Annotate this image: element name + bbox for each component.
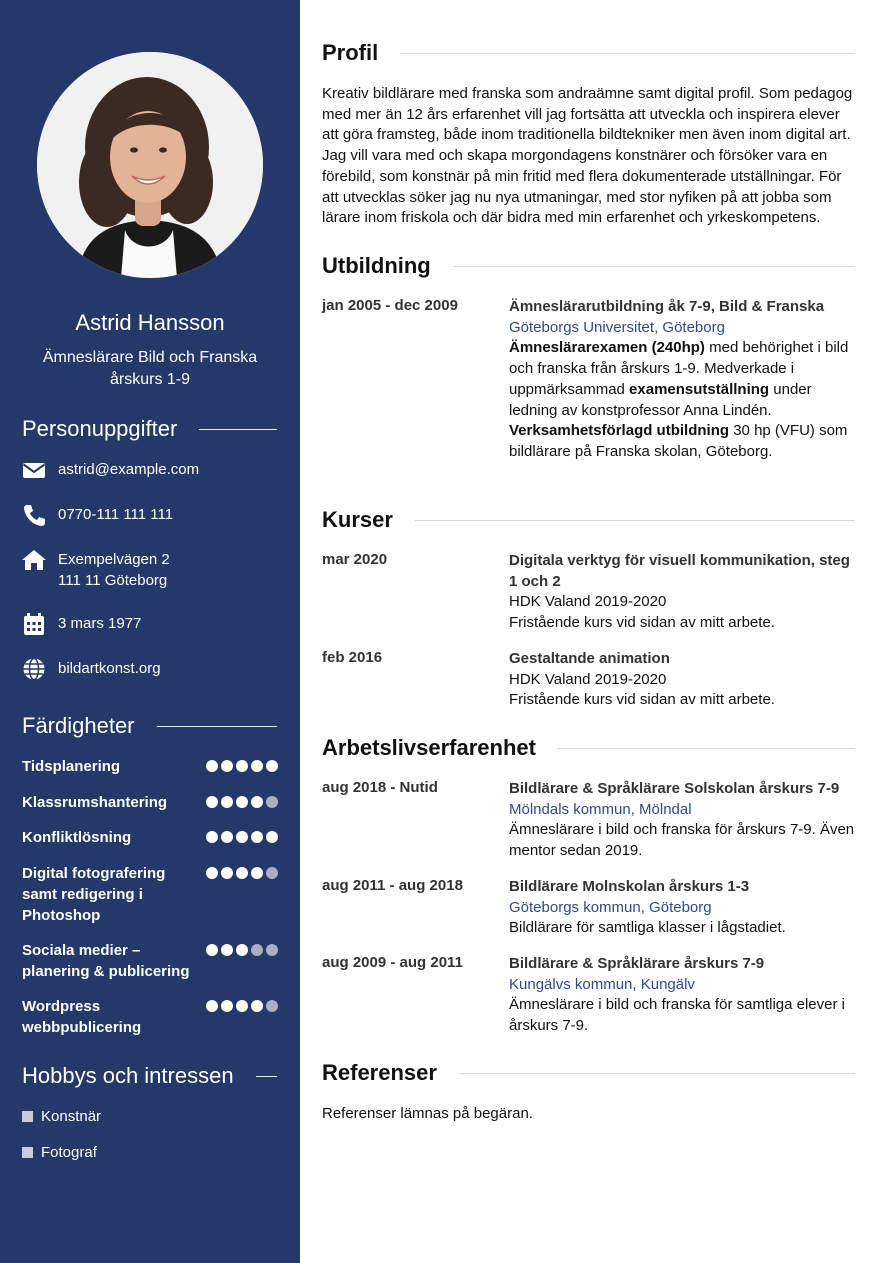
references-heading-text: Referenser bbox=[322, 1060, 437, 1085]
skill-row bbox=[22, 996, 278, 1038]
entry-body bbox=[509, 877, 857, 939]
calendar-icon bbox=[22, 613, 46, 635]
entry-date: jan 2005 - dec 2009 bbox=[322, 297, 458, 314]
heading-divider bbox=[256, 1076, 277, 1077]
rating-dot-filled bbox=[236, 1000, 248, 1012]
entry-description bbox=[509, 421, 857, 462]
rating-dot-filled bbox=[221, 867, 233, 879]
hobby-label: Konstnär bbox=[41, 1108, 102, 1125]
rating-dot-filled bbox=[206, 796, 218, 808]
profile-text: Kreativ bildlärare med franska som andraämne samt digital profil. Som pedagog med mer än 12 års erfarenhet vill jag fortsätta att utveckla och inspirera elever att göra framsteg, både inom traditionella bildtekniker men även inom digital art. Jag vill vara med och skapa morgondagens konstnärer och försöker vara en förebild, som konstnär på min fritid med flera dokumenterade utställningar. För att utvecklas söker jag nu nya utmaningar, med stor nyfiken på att jobba som lärare inom friskola och där bidra med min erfarenhet och yrkeskompetens. bbox=[322, 85, 853, 227]
skill-rating bbox=[206, 867, 278, 879]
rating-dot-empty bbox=[251, 944, 263, 956]
hobby-label: Fotograf bbox=[41, 1144, 97, 1161]
skill-label: Sociala medier – planering & publicering bbox=[22, 942, 190, 980]
entry-date: aug 2009 - aug 2011 bbox=[322, 954, 463, 971]
rating-dot-empty bbox=[266, 867, 278, 879]
entry-description: Fristående kurs vid sidan av mitt arbete. bbox=[509, 614, 775, 632]
desc-text: med behörighet i bild och franska från årskurs 1-9. Medverkade i uppmärksammad bbox=[509, 339, 849, 398]
courses-heading bbox=[322, 507, 855, 533]
skill-label: Tidsplanering bbox=[22, 758, 121, 775]
rating-dot-empty bbox=[266, 1000, 278, 1012]
skill-row bbox=[22, 792, 278, 813]
entry-title: Bildlärare & Språklärare årskurs 7-9 bbox=[509, 955, 765, 972]
heading-divider bbox=[415, 520, 855, 521]
skill-row bbox=[22, 756, 278, 777]
hobby-item bbox=[22, 1108, 101, 1125]
entry-date: aug 2018 - Nutid bbox=[322, 779, 438, 796]
entry-body bbox=[509, 954, 857, 1037]
home-icon bbox=[22, 549, 46, 571]
entry-date: aug 2011 - aug 2018 bbox=[322, 877, 463, 894]
birthdate-row bbox=[22, 613, 282, 635]
entry-title: Bildlärare & Språklärare Solskolan årskurs 7-9 bbox=[509, 780, 840, 797]
entry-organization: Mölndals kommun, Mölndal bbox=[509, 800, 692, 818]
rating-dot-filled bbox=[221, 760, 233, 772]
address-line-1: Exempelvägen 2 bbox=[58, 551, 170, 568]
rating-dot-filled bbox=[206, 944, 218, 956]
experience-heading bbox=[322, 735, 855, 761]
hobby-item bbox=[22, 1144, 97, 1161]
degree-bold: Ämneslärarexamen (240hp) bbox=[509, 339, 705, 357]
rating-dot-filled bbox=[251, 1000, 263, 1012]
skill-rating bbox=[206, 796, 278, 808]
portrait-image bbox=[37, 52, 263, 278]
rating-dot-filled bbox=[206, 867, 218, 879]
entry-description: Ämneslärare i bild och franska för samtliga elever i årskurs 7-9. bbox=[509, 996, 845, 1035]
skill-rating bbox=[206, 760, 278, 772]
personal-info-heading bbox=[22, 416, 277, 442]
rating-dot-filled bbox=[251, 831, 263, 843]
entry-title: Digitala verktyg för visuell kommunikation, steg 1 och 2 bbox=[509, 552, 850, 590]
person-role: Ämneslärare Bild och Franska årskurs 1-9 bbox=[42, 349, 258, 388]
entry-date: mar 2020 bbox=[322, 551, 388, 568]
personal-info-heading-text: Personuppgifter bbox=[22, 416, 178, 441]
entry-description: Fristående kurs vid sidan av mitt arbete. bbox=[509, 691, 775, 709]
rating-dot-empty bbox=[266, 944, 278, 956]
entry-description: Bildlärare för samtliga klasser i lågstadiet. bbox=[509, 919, 786, 937]
rating-dot-filled bbox=[251, 760, 263, 772]
rating-dot-filled bbox=[251, 796, 263, 808]
heading-divider bbox=[558, 748, 855, 749]
skills-heading bbox=[22, 713, 277, 739]
entry-organization: Göteborgs Universitet, Göteborg bbox=[509, 318, 725, 336]
entry-organization: Kungälvs kommun, Kungälv bbox=[509, 975, 695, 993]
rating-dot-filled bbox=[206, 760, 218, 772]
entry-description: Ämneslärare i bild och franska för årskurs 7-9. Även mentor sedan 2019. bbox=[509, 821, 855, 860]
entry-place: HDK Valand 2019-2020 bbox=[509, 670, 667, 688]
phone-text[interactable]: 0770-111 111 111 bbox=[58, 506, 174, 523]
rating-dot-filled bbox=[236, 867, 248, 879]
profile-photo bbox=[37, 52, 263, 278]
address-row bbox=[22, 549, 282, 591]
rating-dot-filled bbox=[221, 1000, 233, 1012]
desc-text: under ledning av konstprofessor Anna Lindén. bbox=[509, 380, 812, 419]
skill-row bbox=[22, 863, 278, 926]
entry-date: feb 2016 bbox=[322, 649, 383, 666]
rating-dot-filled bbox=[236, 796, 248, 808]
address-line-2: 111 11 Göteborg bbox=[58, 572, 168, 589]
skill-label: Digital fotografering samt redigering i Photoshop bbox=[22, 865, 166, 924]
website-row bbox=[22, 658, 282, 680]
hobbies-heading-text: Hobbys och intressen bbox=[22, 1063, 234, 1088]
envelope-icon bbox=[22, 459, 46, 481]
profile-heading bbox=[322, 40, 855, 66]
entry-body bbox=[509, 297, 857, 463]
skill-row bbox=[22, 940, 278, 982]
skill-rating bbox=[206, 831, 278, 843]
skill-rating bbox=[206, 1000, 278, 1012]
references-text: Referenser lämnas på begäran. bbox=[322, 1105, 533, 1122]
rating-dot-filled bbox=[206, 1000, 218, 1012]
skill-label: Wordpress webbpublicering bbox=[22, 998, 142, 1036]
entry-body bbox=[509, 649, 857, 711]
sidebar bbox=[0, 0, 300, 1263]
website-text[interactable]: bildartkonst.org bbox=[58, 660, 161, 677]
globe-icon bbox=[22, 658, 46, 680]
exhibition-bold: examensutställning bbox=[629, 380, 770, 398]
heading-divider bbox=[157, 726, 277, 727]
rating-dot-filled bbox=[221, 944, 233, 956]
entry-title: Ämneslärarutbildning åk 7-9, Bild & Franska bbox=[509, 298, 825, 315]
rating-dot-empty bbox=[266, 796, 278, 808]
courses-heading-text: Kurser bbox=[322, 507, 393, 532]
experience-heading-text: Arbetslivserfarenhet bbox=[322, 735, 536, 760]
entry-body bbox=[509, 779, 857, 862]
hobbies-heading bbox=[22, 1063, 277, 1089]
rating-dot-filled bbox=[221, 796, 233, 808]
bullet-square-icon bbox=[22, 1147, 33, 1158]
phone-icon bbox=[22, 504, 46, 526]
rating-dot-filled bbox=[221, 831, 233, 843]
heading-divider bbox=[453, 266, 855, 267]
phone-row bbox=[22, 504, 282, 526]
rating-dot-filled bbox=[236, 831, 248, 843]
email-row bbox=[22, 459, 282, 481]
rating-dot-filled bbox=[236, 944, 248, 956]
rating-dot-filled bbox=[236, 760, 248, 772]
heading-divider bbox=[459, 1073, 855, 1074]
education-heading bbox=[322, 253, 855, 279]
entry-body bbox=[509, 551, 857, 634]
profile-heading-text: Profil bbox=[322, 40, 379, 65]
bullet-square-icon bbox=[22, 1111, 33, 1122]
skills-heading-text: Färdigheter bbox=[22, 713, 135, 738]
person-name: Astrid Hansson bbox=[75, 310, 225, 335]
skill-label: Klassrumshantering bbox=[22, 794, 168, 811]
skill-row bbox=[22, 827, 278, 848]
skill-rating bbox=[206, 944, 278, 956]
education-heading-text: Utbildning bbox=[322, 253, 431, 278]
heading-divider bbox=[400, 53, 855, 54]
rating-dot-filled bbox=[206, 831, 218, 843]
birthdate-text: 3 mars 1977 bbox=[58, 615, 142, 632]
skill-label: Konfliktlösning bbox=[22, 829, 132, 846]
placement-bold: Verksamhetsförlagd utbildning bbox=[509, 422, 730, 440]
entry-place: HDK Valand 2019-2020 bbox=[509, 593, 667, 611]
rating-dot-filled bbox=[266, 760, 278, 772]
references-heading bbox=[322, 1060, 855, 1086]
rating-dot-filled bbox=[266, 831, 278, 843]
email-text[interactable]: astrid@example.com bbox=[58, 461, 200, 478]
desc-text: 30 hp (VFU) som bildlärare på Franska skolan, Göteborg. bbox=[509, 422, 848, 460]
heading-divider bbox=[199, 429, 277, 430]
rating-dot-filled bbox=[251, 867, 263, 879]
entry-organization: Göteborgs kommun, Göteborg bbox=[509, 898, 712, 916]
entry-title: Gestaltande animation bbox=[509, 650, 670, 667]
entry-title: Bildlärare Molnskolan årskurs 1-3 bbox=[509, 878, 750, 895]
entry-description bbox=[509, 338, 857, 421]
